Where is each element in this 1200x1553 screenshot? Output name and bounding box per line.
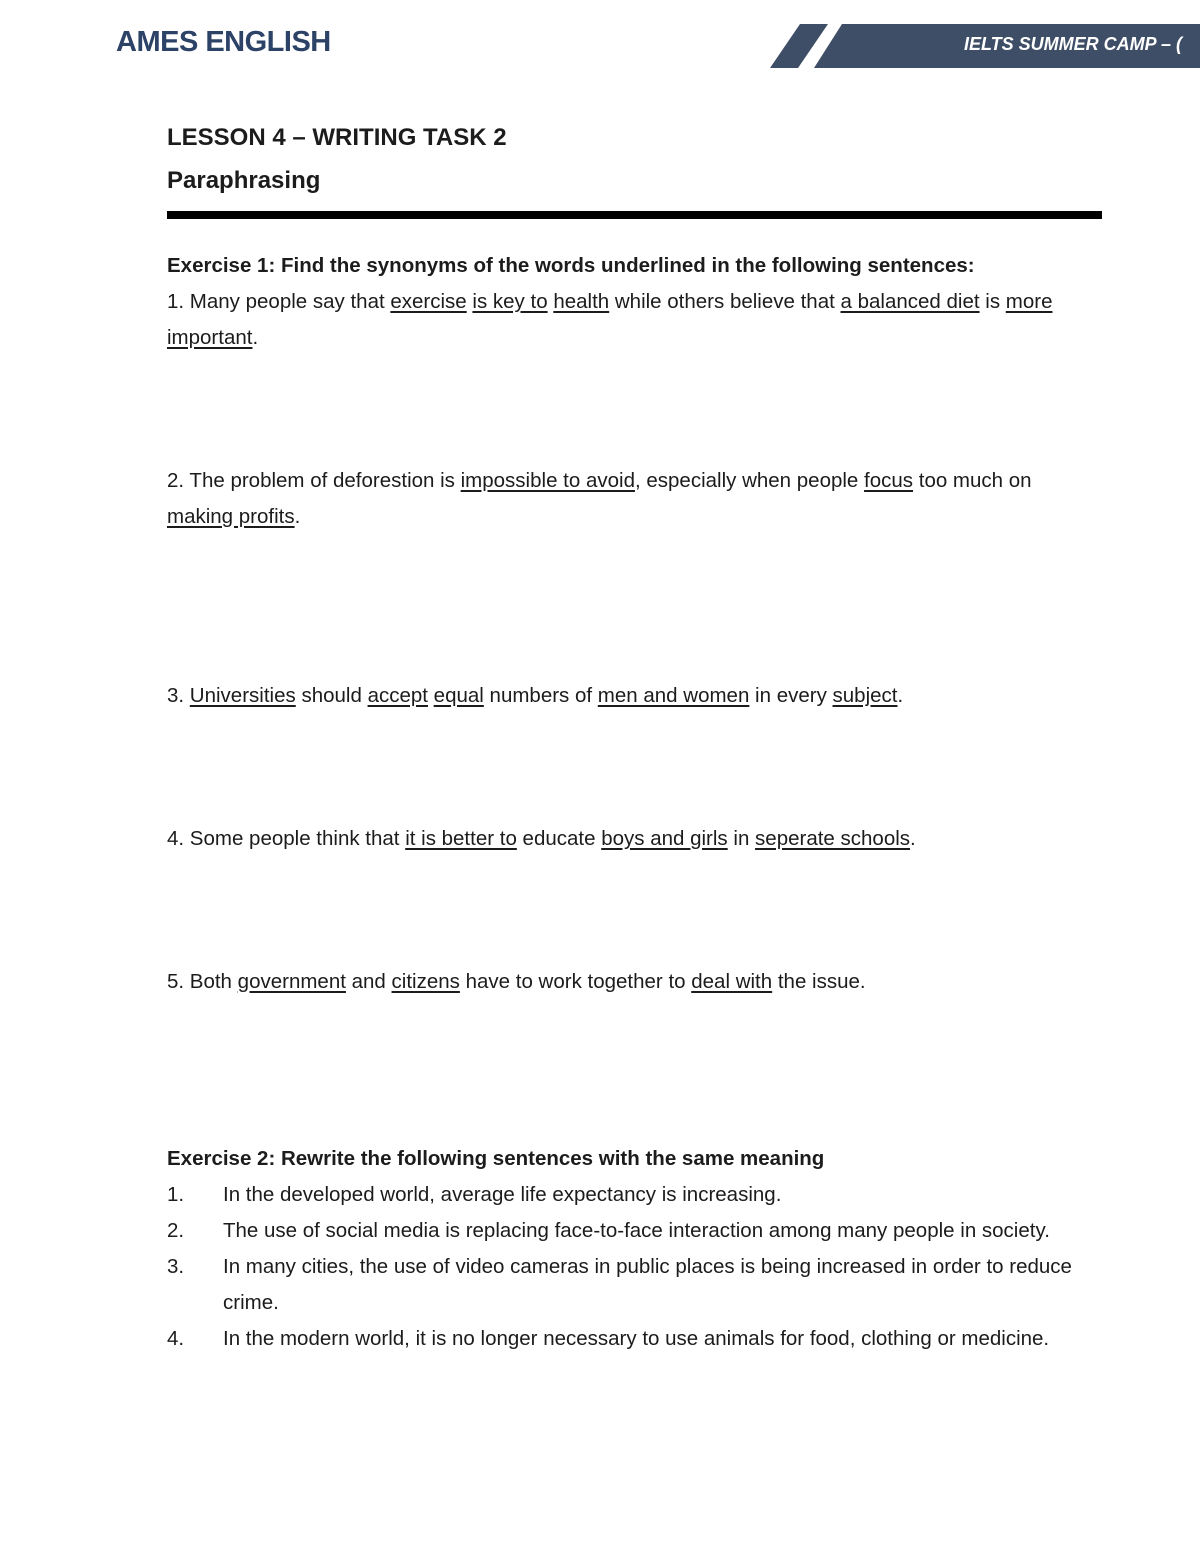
underlined-phrase: citizens [391, 970, 460, 993]
list-item-text: In the developed world, average life expectancy is increasing. [223, 1183, 782, 1206]
underlined-phrase: focus [864, 469, 914, 492]
underlined-phrase: health [553, 290, 610, 313]
list-item-text: In many cities, the use of video cameras in public places is being increased in order to reduce crime. [223, 1255, 1072, 1314]
sentence-text: while others believe that [609, 290, 841, 313]
exercise-1-sentence-2 [167, 463, 1102, 535]
underlined-phrase: men and women [597, 684, 750, 707]
list-item-number: 1. [167, 1183, 185, 1206]
sentence-text: . [897, 684, 904, 707]
sentence-text: and [345, 970, 392, 993]
exercise-1-heading: Exercise 1: Find the synonyms of the words underlined in the following sentences: [167, 254, 975, 277]
exercise-2-list [167, 1177, 1102, 1357]
underlined-phrase: accept [367, 684, 428, 707]
underlined-phrase: exercise [390, 290, 467, 313]
sentence-text: , especially when people [634, 469, 865, 492]
list-item [167, 1321, 1102, 1357]
sentence-text: have to work together to [459, 970, 692, 993]
underlined-phrase: Universities [189, 684, 296, 707]
sentence-text: . [252, 326, 259, 349]
list-item-number: 2. [167, 1219, 185, 1242]
lesson-title: LESSON 4 – WRITING TASK 2 [167, 124, 507, 151]
lesson-subtitle: Paraphrasing [167, 167, 321, 194]
list-item-text: In the modern world, it is no longer necessary to use animals for food, clothing or medicine. [223, 1327, 1050, 1350]
sentence-text: . [910, 827, 916, 850]
sentence-text: . [294, 505, 301, 528]
exercise-1-sentence-4 [167, 821, 1102, 857]
sentence-text: 1. Many people say that [167, 290, 391, 313]
sentence-text: is [979, 290, 1006, 313]
list-item-text: The use of social media is replacing face-to-face interaction among many people in society. [223, 1219, 1050, 1242]
sentence-text: 4. Some people think that [167, 827, 406, 850]
sentence-text: numbers of [483, 684, 598, 707]
underlined-phrase: more important [167, 290, 1053, 349]
sentence-text: 2. The problem of deforestion is [167, 469, 461, 492]
underlined-phrase: deal with [691, 970, 773, 993]
underlined-phrase: impossible to avoid [460, 469, 635, 492]
underlined-phrase: is key to [472, 290, 548, 313]
sentence-text: the issue. [772, 970, 866, 993]
exercise-2-heading: Exercise 2: Rewrite the following sentences with the same meaning [167, 1147, 825, 1170]
exercise-2 [167, 1141, 1102, 1357]
underlined-phrase: boys and girls [601, 827, 728, 850]
sentence-text: in every [749, 684, 833, 707]
underlined-phrase: subject [832, 684, 898, 707]
header-banner [770, 22, 1200, 70]
sentence-text: educate [516, 827, 602, 850]
banner-text: IELTS SUMMER CAMP – ( [964, 34, 1183, 54]
list-item [167, 1213, 1102, 1249]
page-header [0, 0, 1200, 90]
sentence-text: in [727, 827, 756, 850]
title-divider [167, 211, 1102, 219]
sentence-text: 3. [167, 684, 190, 707]
exercise-1-sentence-3 [167, 678, 1102, 714]
document-body [167, 120, 1102, 1357]
sentence-text: 5. Both [167, 970, 238, 993]
list-item-number: 3. [167, 1255, 185, 1278]
list-item [167, 1177, 1102, 1213]
brand-logo: AMES ENGLISH [116, 26, 331, 58]
list-item [167, 1249, 1102, 1321]
exercise-1 [167, 248, 1102, 1000]
sentence-text: should [295, 684, 368, 707]
list-item-number: 4. [167, 1327, 185, 1350]
underlined-phrase: a balanced diet [840, 290, 980, 313]
underlined-phrase: it is better to [405, 827, 517, 850]
underlined-phrase: seperate schools [755, 827, 911, 850]
sentence-text: too much on [913, 469, 1032, 492]
underlined-phrase: making profits [167, 505, 295, 528]
underlined-phrase: equal [433, 684, 484, 707]
exercise-1-sentence-5 [167, 964, 1102, 1000]
underlined-phrase: government [237, 970, 346, 993]
exercise-1-sentence-1 [167, 284, 1102, 356]
